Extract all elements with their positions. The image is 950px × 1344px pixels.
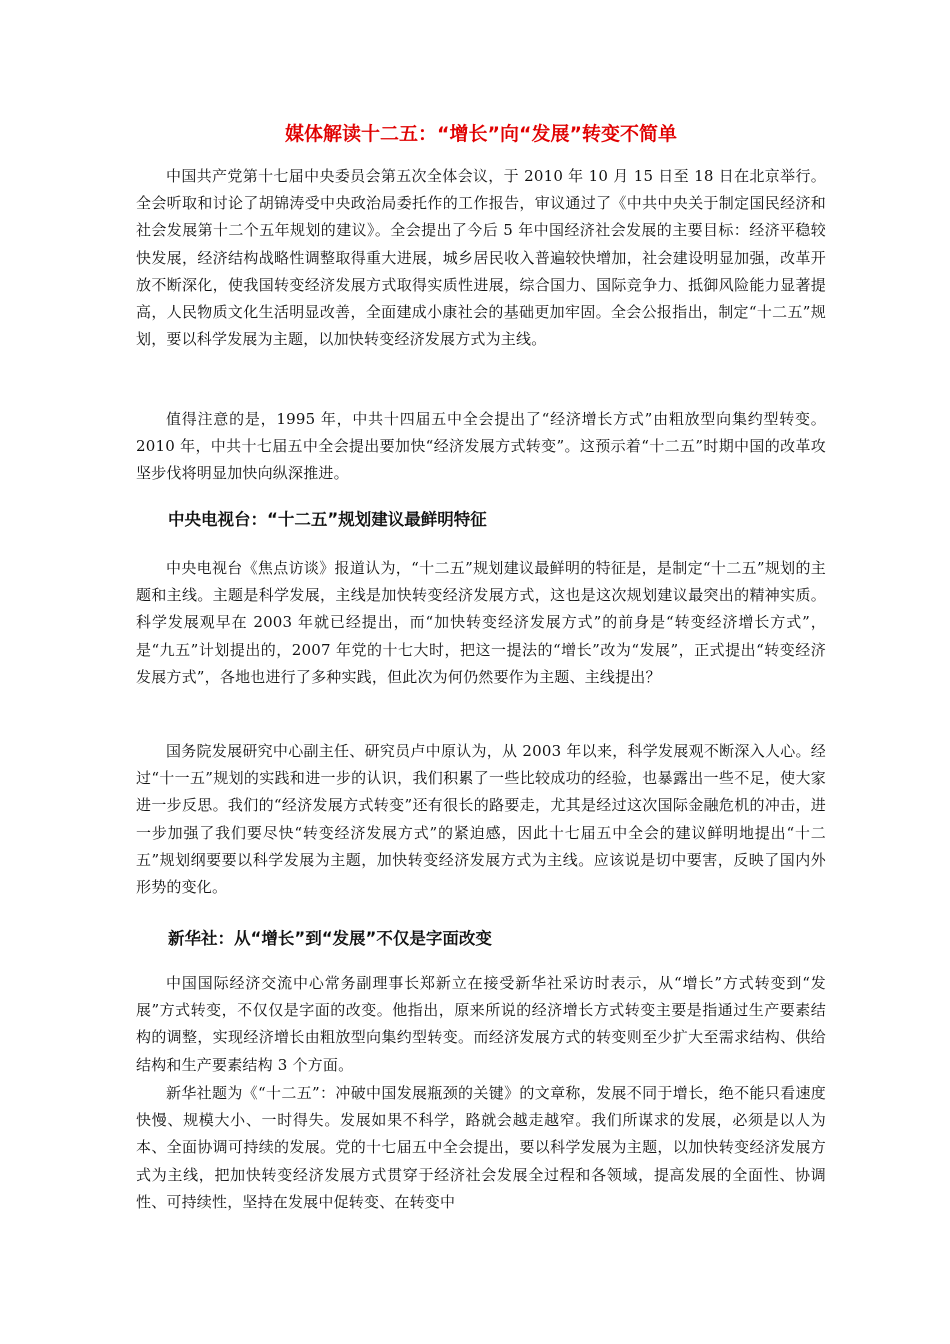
document-title: 媒体解读十二五：“增长”向“发展”转变不简单 [285,123,677,145]
xinhua-paragraph-1: 中国国际经济交流中心常务副理事长郑新立在接受新华社采访时表示，从“增长”方式转变到“发展”方式转变，不仅仅是字面的改变。他指出，原来所说的经济增长方式转变主要是指通过生产要素结构的调整，实现经济增长由粗放型向集约型转变。而经济发展方式的转变则至少扩大至需求结构、供给结构和生产要素结构 3 个方面。 [136,974,826,1074]
section-heading-xinhua: 新华社：从“增长”到“发展”不仅是字面改变 [168,929,492,948]
cctv-paragraph-1: 中央电视台《焦点访谈》报道认为，“十二五”规划建议最鲜明的特征是，是制定“十二五”规划的主题和主线。主题是科学发展，主线是加快转变经济发展方式，这也是这次规划建议最突出的精神实质。科学发展观早在 2003 年就已经提出，而“加快转变经济发展方式”的前身是“转变经济增长方式”，是“九五”计划提出的，2007 年党的十七大时，把这一提法的“增长”改为“发展”，正式提出“转变经济发展方式”，各地也进行了多种实践，但此次为何仍然要作为主题、主线提出？ [136,559,826,686]
cctv-paragraph-2: 国务院发展研究中心副主任、研究员卢中原认为，从 2003 年以来，科学发展观不断深入人心。经过“十一五”规划的实践和进一步的认识，我们积累了一些比较成功的经验，也暴露出一些不足，使大家进一步反思。我们的“经济发展方式转变”还有很长的路要走，尤其是经过这次国际金融危机的冲击，进一步加强了我们要尽快“转变经济发展方式”的紧迫感，因此十七届五中全会的建议鲜明地提出“十二五”规划纲要要以科学发展为主题，加快转变经济发展方式为主线。应该说是切中要害，反映了国内外形势的变化。 [136,742,826,897]
xinhua-paragraph-2: 新华社题为《“十二五”：冲破中国发展瓶颈的关键》的文章称，发展不同于增长，绝不能只看速度快慢、规模大小、一时得失。发展如果不科学，路就会越走越窄。我们所谋求的发展，必须是以人为本、全面协调可持续的发展。党的十七届五中全会提出，要以科学发展为主题，以加快转变经济发展方式为主线，把加快转变经济发展方式贯穿于经济社会发展全过程和各领域，提高发展的全面性、协调性、可持续性，坚持在发展中促转变、在转变中 [136,1084,826,1211]
intro-paragraph-1: 中国共产党第十七届中央委员会第五次全体会议，于 2010 年 10 月 15 日至 18 日在北京举行。全会听取和讨论了胡锦涛受中央政治局委托作的工作报告，审议通过了《中共中央关于制定国民经济和社会发展第十二个五年规划的建议》。全会提出了今后 5 年中国经济社会发展的主要目标：经济平稳较快发展，经济结构战略性调整取得重大进展，城乡居民收入普遍较快增加，社会建设明显加强，改革开放不断深化，使我国转变经济发展方式取得实质性进展，综合国力、国际竞争力、抵御风险能力显著提高，人民物质文化生活明显改善，全面建成小康社会的基础更加牢固。全会公报指出，制定“十二五”规划，要以科学发展为主题，以加快转变经济发展方式为主线。 [136,167,826,349]
intro-paragraph-2: 值得注意的是，1995 年，中共十四届五中全会提出了“经济增长方式”由粗放型向集约型转变。2010 年，中共十七届五中全会提出要加快“经济发展方式转变”。这预示着“十二五”时期中国的改革攻坚步伐将明显加快向纵深推进。 [136,410,826,483]
section-heading-cctv: 中央电视台：“十二五”规划建议最鲜明特征 [168,510,487,529]
